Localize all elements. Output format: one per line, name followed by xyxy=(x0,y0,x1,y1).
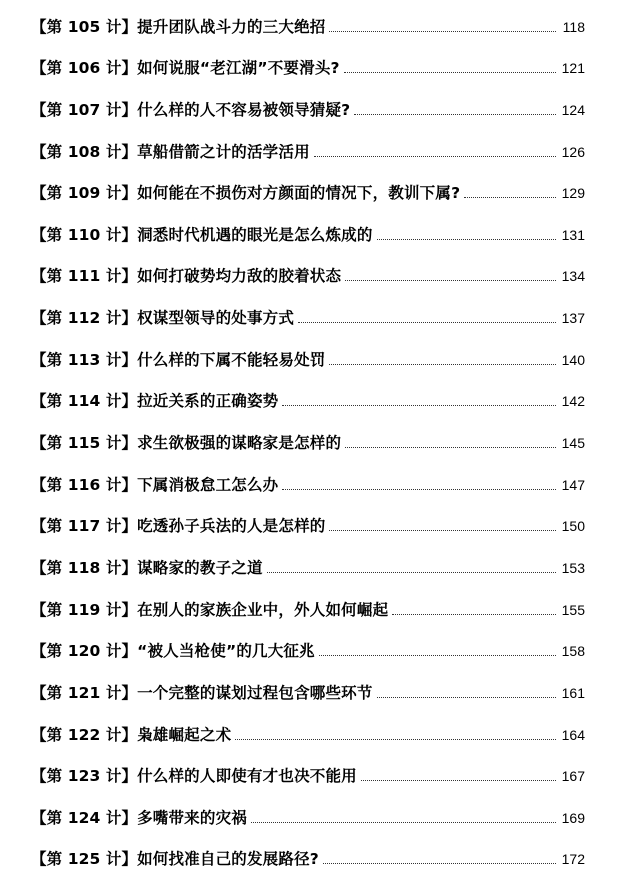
toc-entry-page: 161 xyxy=(561,684,585,701)
toc-entry-title: 下属消极怠工怎么办 xyxy=(137,475,279,494)
toc-entry-label: 【第 123 计】 xyxy=(31,767,138,786)
dot-leader xyxy=(345,447,556,448)
toc-entry-page: 134 xyxy=(561,268,585,285)
table-of-contents xyxy=(31,3,585,877)
dot-leader xyxy=(344,72,556,73)
toc-entry-title: 草船借箭之计的活学活用 xyxy=(137,142,310,161)
toc-entry-page: 131 xyxy=(561,226,585,243)
toc-entry-title: 吃透孙子兵法的人是怎样的 xyxy=(137,517,326,536)
toc-entry-label: 【第 110 计】 xyxy=(31,225,138,244)
toc-entry-page: 121 xyxy=(561,60,585,77)
dot-leader xyxy=(464,197,556,198)
dot-leader xyxy=(298,322,556,323)
toc-entry-title: 如何找准自己的发展路径? xyxy=(137,850,319,869)
toc-entry-label: 【第 117 计】 xyxy=(31,517,138,536)
toc-entry-label: 【第 120 计】 xyxy=(31,642,138,661)
toc-entry-label: 【第 125 计】 xyxy=(31,850,138,869)
toc-entry-label: 【第 122 计】 xyxy=(31,725,138,744)
toc-entry-title: 权谋型领导的处事方式 xyxy=(137,309,295,328)
toc-entry-label: 【第 121 计】 xyxy=(31,683,138,702)
toc-entry-110[interactable] xyxy=(31,211,585,253)
toc-entry-105[interactable] xyxy=(31,3,585,45)
toc-entry-116[interactable] xyxy=(31,461,585,503)
toc-entry-page: 153 xyxy=(561,559,585,576)
toc-entry-page: 124 xyxy=(561,101,585,118)
toc-entry-page: 164 xyxy=(561,726,585,743)
dot-leader xyxy=(329,31,556,32)
toc-entry-125[interactable] xyxy=(31,836,585,877)
toc-entry-118[interactable] xyxy=(31,544,585,586)
toc-entry-page: 169 xyxy=(561,809,585,826)
toc-entry-title: 枭雄崛起之术 xyxy=(137,725,232,744)
toc-entry-123[interactable] xyxy=(31,753,585,795)
toc-entry-112[interactable] xyxy=(31,294,585,336)
toc-entry-page: 140 xyxy=(561,351,585,368)
toc-entry-title: “被人当枪使”的几大征兆 xyxy=(137,642,315,661)
toc-entry-124[interactable] xyxy=(31,794,585,836)
toc-entry-113[interactable] xyxy=(31,336,585,378)
toc-entry-107[interactable] xyxy=(31,86,585,128)
toc-entry-121[interactable] xyxy=(31,669,585,711)
toc-entry-title: 多嘴带来的灾祸 xyxy=(137,808,247,827)
toc-entry-label: 【第 106 计】 xyxy=(31,59,138,78)
toc-entry-label: 【第 113 计】 xyxy=(31,350,138,369)
toc-entry-page: 167 xyxy=(561,768,585,785)
toc-entry-108[interactable] xyxy=(31,128,585,170)
toc-entry-page: 155 xyxy=(561,601,585,618)
toc-entry-page: 142 xyxy=(561,393,585,410)
toc-entry-page: 145 xyxy=(561,435,585,452)
dot-leader xyxy=(282,489,556,490)
toc-entry-label: 【第 116 计】 xyxy=(31,475,138,494)
toc-entry-page: 150 xyxy=(561,518,585,535)
toc-entry-115[interactable] xyxy=(31,419,585,461)
toc-entry-111[interactable] xyxy=(31,253,585,295)
toc-entry-label: 【第 119 计】 xyxy=(31,600,138,619)
toc-entry-title: 什么样的下属不能轻易处罚 xyxy=(137,350,326,369)
dot-leader xyxy=(319,655,556,656)
toc-entry-title: 提升团队战斗力的三大绝招 xyxy=(137,17,326,36)
toc-entry-page: 129 xyxy=(561,185,585,202)
toc-entry-label: 【第 112 计】 xyxy=(31,309,138,328)
dot-leader xyxy=(314,156,556,157)
toc-entry-title: 如何打破势均力敌的胶着状态 xyxy=(137,267,342,286)
dot-leader xyxy=(354,114,556,115)
toc-entry-label: 【第 108 计】 xyxy=(31,142,138,161)
toc-entry-title: 什么样的人即使有才也决不能用 xyxy=(137,767,357,786)
toc-entry-117[interactable] xyxy=(31,503,585,545)
toc-entry-122[interactable] xyxy=(31,711,585,753)
toc-entry-title: 如何说服“老江湖”不要滑头? xyxy=(137,59,340,78)
toc-entry-page: 137 xyxy=(561,310,585,327)
dot-leader xyxy=(329,364,556,365)
dot-leader xyxy=(361,780,556,781)
toc-entry-page: 118 xyxy=(562,18,585,35)
toc-entry-120[interactable] xyxy=(31,628,585,670)
dot-leader xyxy=(267,572,556,573)
toc-entry-title: 如何能在不损伤对方颜面的情况下，教训下属? xyxy=(137,184,461,203)
toc-entry-page: 126 xyxy=(561,143,585,160)
toc-entry-page: 158 xyxy=(561,643,585,660)
toc-entry-title: 洞悉时代机遇的眼光是怎么炼成的 xyxy=(137,225,373,244)
toc-entry-label: 【第 118 计】 xyxy=(31,558,138,577)
toc-entry-label: 【第 124 计】 xyxy=(31,808,138,827)
dot-leader xyxy=(251,822,556,823)
toc-entry-label: 【第 105 计】 xyxy=(31,17,138,36)
toc-entry-title: 在别人的家族企业中，外人如何崛起 xyxy=(137,600,389,619)
toc-entry-page: 172 xyxy=(561,851,585,868)
toc-entry-title: 求生欲极强的谋略家是怎样的 xyxy=(137,434,342,453)
dot-leader xyxy=(345,280,556,281)
toc-entry-title: 什么样的人不容易被领导猜疑? xyxy=(137,100,351,119)
dot-leader xyxy=(392,614,556,615)
toc-entry-106[interactable] xyxy=(31,45,585,87)
toc-entry-title: 一个完整的谋划过程包含哪些环节 xyxy=(137,683,373,702)
dot-leader xyxy=(282,405,556,406)
dot-leader xyxy=(377,697,556,698)
dot-leader xyxy=(329,530,556,531)
toc-entry-title: 谋略家的教子之道 xyxy=(137,558,263,577)
toc-entry-page: 147 xyxy=(561,476,585,493)
toc-entry-label: 【第 114 计】 xyxy=(31,392,138,411)
dot-leader xyxy=(323,863,556,864)
toc-entry-label: 【第 107 计】 xyxy=(31,100,138,119)
toc-entry-109[interactable] xyxy=(31,170,585,212)
toc-entry-title: 拉近关系的正确姿势 xyxy=(137,392,279,411)
dot-leader xyxy=(377,239,556,240)
toc-entry-label: 【第 109 计】 xyxy=(31,184,138,203)
toc-entry-119[interactable] xyxy=(31,586,585,628)
dot-leader xyxy=(235,739,556,740)
toc-entry-114[interactable] xyxy=(31,378,585,420)
toc-entry-label: 【第 111 计】 xyxy=(31,267,138,286)
toc-entry-label: 【第 115 计】 xyxy=(31,434,138,453)
